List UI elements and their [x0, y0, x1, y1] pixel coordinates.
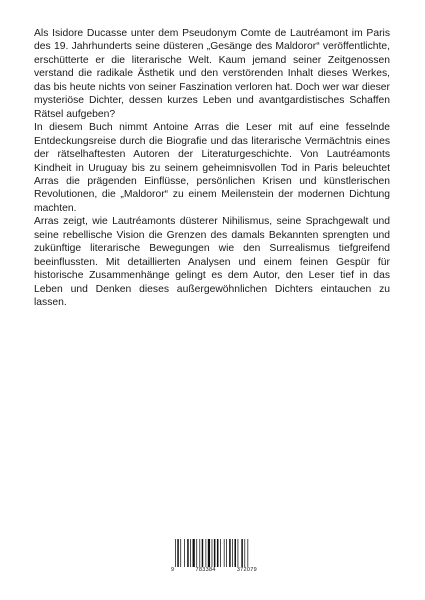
- blurb-text: [34, 27, 390, 310]
- blurb-paragraph-2: In diesem Buch nimmt Antoine Arras die Leser mit auf eine fesselnde Entdeckungsreise durch die Biografie und das literarische Vermächtnis eines der rätselhaftesten Autoren der Literaturgeschichte. Von Lautréamonts Kindheit in Uruguay bis zu seinem geheimnisvollen Tod in Paris beleuchtet Arras die prägenden Einflüsse, persönlichen Krisen und künstlerischen Revolutionen, die „Maldoror“ zu einem Meilenstein der modernen Dichtung machten.: [34, 122, 390, 214]
- blurb-paragraph-1: Als Isidore Ducasse unter dem Pseudonym Comte de Lautréamont im Paris des 19. Jahrhunderts seine düsteren „Gesänge des Maldoror“ veröffentlichte, erschütterte er die literarische Welt. Kaum jemand seiner Zeitgenossen verstand die radikale Ästhetik und den verstörenden Inhalt dieses Werkes, das bis heute nichts von seiner Faszination verloren hat. Doch wer war dieser mysteriöse Dichter, dessen kurzes Leben und avantgardistisches Schaffen Rätsel aufgeben?: [34, 28, 390, 120]
- barcode-digits: [170, 567, 258, 573]
- isbn-barcode: [170, 538, 258, 578]
- blurb-paragraph-3: Arras zeigt, wie Lautréamonts düsterer Nihilismus, seine Sprachgewalt und seine rebellische Vision die Grenzen des damals Bekannten sprengten und zukünftige literarische Bewegungen wie den Surrealismus tiefgreifend beeinflussten. Mit detaillierten Analysen und einem feinen Gespür für historische Zusammenhänge gelingt es dem Autor, den Leser tief in das Leben und Denken dieses außergewöhnlichen Dichters eintauchen zu lassen.: [34, 216, 390, 309]
- barcode-digit-1: 9: [171, 567, 175, 573]
- barcode-digit-group-3: 372079: [236, 567, 257, 573]
- barcode-digit-group-2: 783384: [195, 567, 216, 573]
